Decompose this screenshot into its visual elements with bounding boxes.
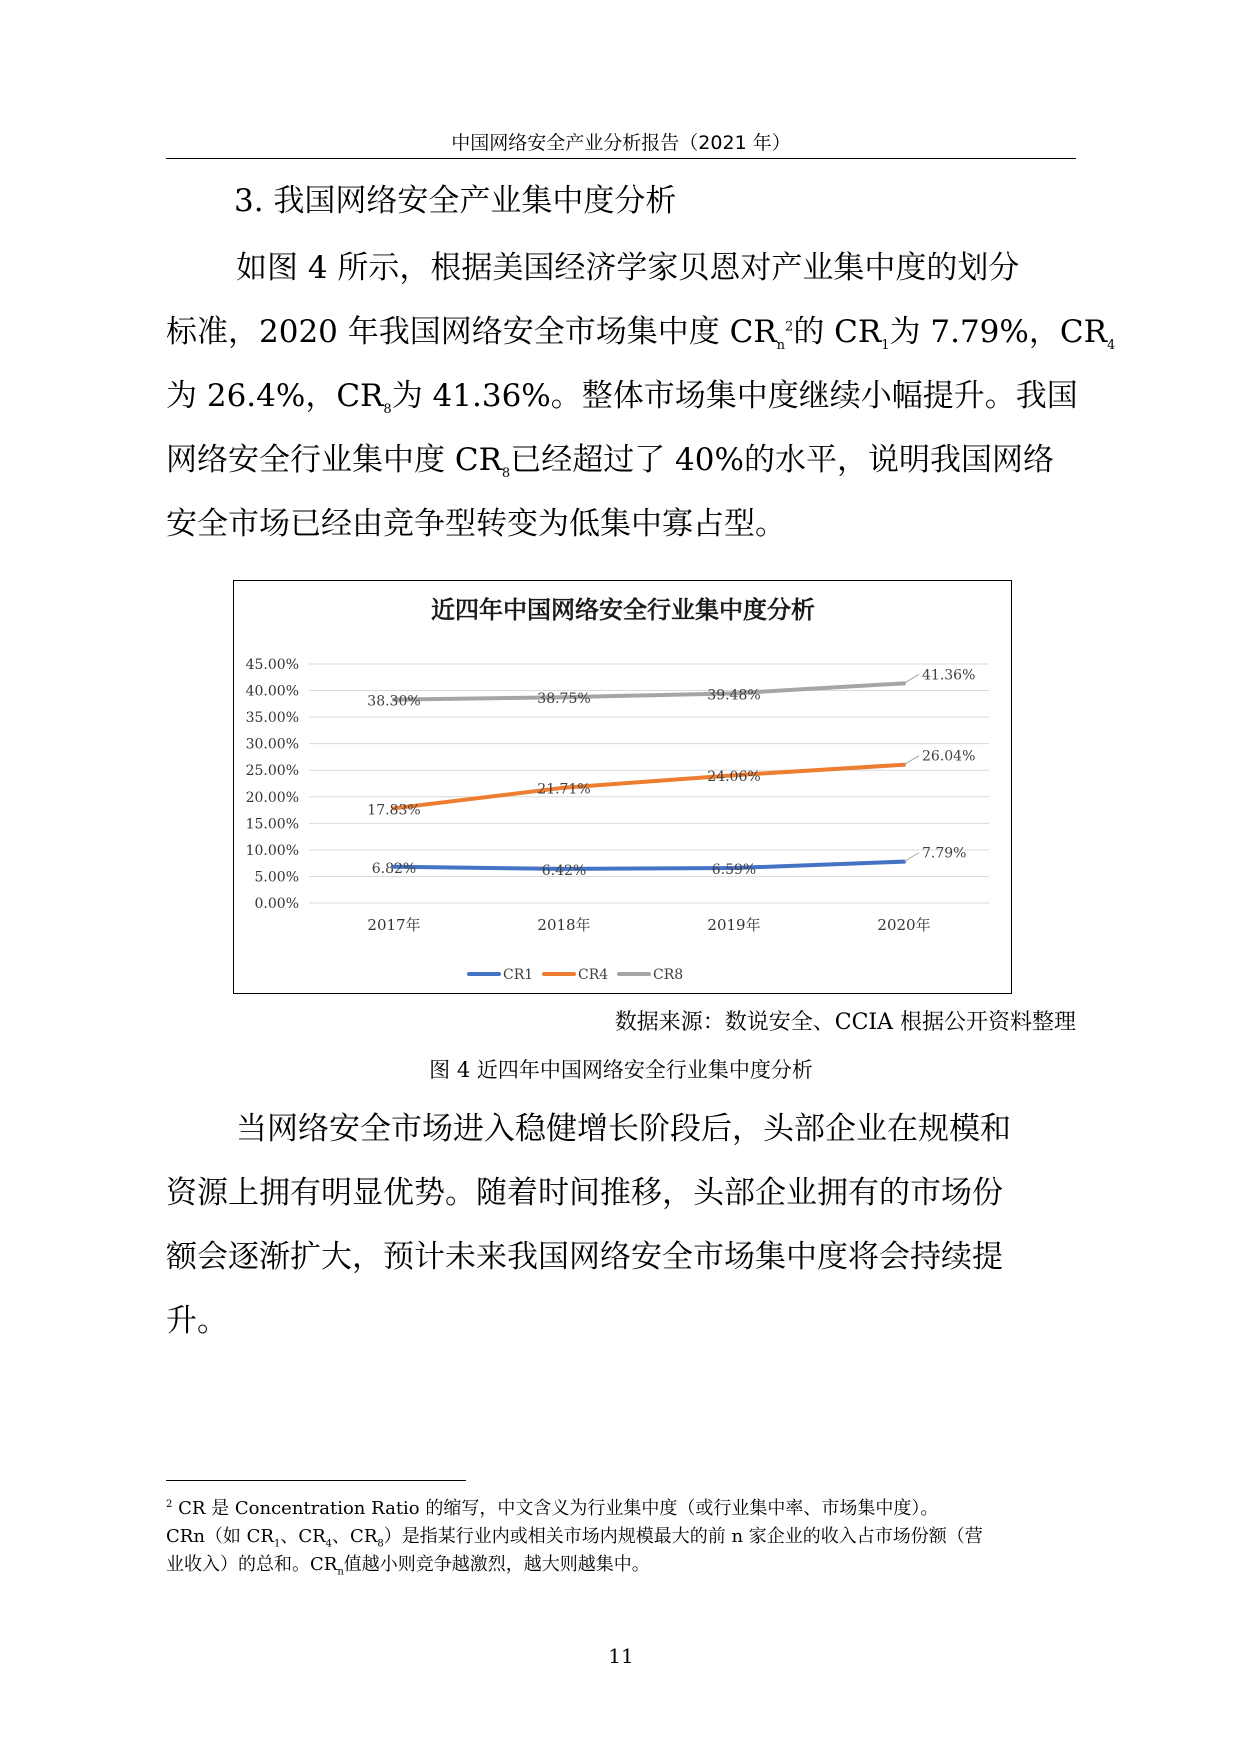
paragraph-2-line-4: 升。 [166,1303,228,1339]
chart-title: 近四年中国网络安全行业集中度分析 [431,596,815,624]
paragraph-2-line-3: 额会逐渐扩大，预计未来我国网络安全市场集中度将会持续提 [166,1239,1003,1275]
subscript: 8 [501,466,511,482]
y-tick-label: 30.00% [245,736,299,753]
data-label-leader [904,853,919,862]
data-label: 6.82% [371,860,417,877]
text-run: 网络安全行业集中度 CR [166,442,502,478]
series-line-cr1 [394,862,904,869]
data-label: 41.36% [922,667,976,684]
data-label: 38.75% [537,691,591,708]
text-run: 值越小则竞争越激烈，越大则越集中。 [343,1554,650,1575]
data-label: 26.04% [922,748,976,765]
y-tick-label: 5.00% [254,869,299,886]
legend-label-cr8: CR8 [653,967,684,983]
data-label-leader [904,756,919,765]
data-label: 24.06% [707,769,761,786]
data-label: 6.42% [541,862,587,879]
chart-canvas [234,581,1013,995]
paragraph-1-line-1: 如图 4 所示，根据美国经济学家贝恩对产业集中度的划分 [236,250,1020,286]
text-run: 、CR [280,1526,326,1547]
text-run: 的 CR [793,314,882,350]
subscript: n [337,1566,344,1578]
text-run: ）是指某行业内或相关市场内规模最大的前 n 家企业的收入占市场份额（营 [383,1526,983,1547]
y-tick-label: 0.00% [254,896,299,912]
x-tick-label: 2018年 [537,916,591,934]
text-run: 为 7.79%，CR [889,314,1107,350]
section-title: 3. 我国网络安全产业集中度分析 [234,183,677,219]
series-line-cr4 [394,765,904,809]
footnote-line-2 [166,1523,1076,1551]
y-tick-label: 10.00% [245,842,299,859]
paragraph-1-line-4 [166,428,1076,492]
text-run: CRn（如 CR [166,1526,274,1547]
x-tick-label: 2019年 [707,916,761,934]
text-run: 、CR [332,1526,378,1547]
figure-caption: 图 4 近四年中国网络安全行业集中度分析 [429,1058,813,1082]
footnote-marker: 2 [166,1499,173,1510]
data-label: 6.59% [711,861,757,878]
page-number: 11 [608,1644,634,1668]
text-run: CR 是 Concentration Ratio 的缩写，中文含义为行业集中度（或行业集中率、市场集中度）。 [178,1498,939,1519]
paragraph-1-line-3 [166,364,1076,428]
text-run: 标准，2020 年我国网络安全市场集中度 CR [166,314,777,350]
paragraph-1-line-2 [166,300,1116,364]
y-tick-label: 20.00% [245,789,299,806]
paragraph-1 [166,236,1116,556]
series-line-cr8 [394,683,904,699]
data-label: 17.83% [367,802,421,819]
y-tick-label: 40.00% [245,683,299,700]
subscript: 4 [325,1538,333,1550]
data-label: 39.48% [707,687,761,704]
x-tick-label: 2017年 [367,916,421,934]
data-label: 38.30% [367,693,421,710]
subscript: n [776,338,786,354]
legend-label-cr4: CR4 [578,967,609,983]
running-header: 中国网络安全产业分析报告（2021 年） [451,132,791,154]
y-tick-label: 35.00% [245,710,299,727]
text-run: 已经超过了 40%的水平，说明我国网络 [510,442,1054,478]
header-rule [166,158,1076,159]
y-tick-label: 25.00% [245,763,299,780]
y-tick-label: 15.00% [245,816,299,833]
subscript: 4 [1106,338,1116,354]
line-chart [233,580,1012,994]
data-label: 21.71% [537,781,591,798]
paragraph-2 [166,1097,1076,1353]
subscript: 8 [383,402,392,418]
y-tick-label: 45.00% [245,657,299,673]
data-label-leader [904,674,919,683]
subscript: 1 [273,1538,281,1550]
footnote-ref[interactable]: 2 [785,319,794,335]
paragraph-2-line-2: 资源上拥有明显优势。随着时间推移，头部企业拥有的市场份 [166,1175,1003,1211]
footnote-line-1 [166,1495,1076,1523]
subscript: 8 [377,1538,384,1550]
text-run: 业收入）的总和。CR [166,1554,338,1575]
paragraph-2-line-1: 当网络安全市场进入稳健增长阶段后，头部企业在规模和 [236,1111,1011,1147]
footnote-rule [166,1480,466,1481]
paragraph-1-line-5: 安全市场已经由竞争型转变为低集中寡占型。 [166,506,786,542]
text-run: 为 26.4%，CR [166,378,384,414]
x-tick-label: 2020年 [877,916,931,934]
footnote-line-3 [166,1551,1076,1579]
data-source: 数据来源：数说安全、CCIA 根据公开资料整理 [614,1010,1076,1035]
footnote [166,1495,1076,1579]
subscript: 1 [881,338,890,354]
text-run: 为 41.36%。整体市场集中度继续小幅提升。我国 [391,378,1078,414]
legend-label-cr1: CR1 [503,967,534,983]
data-label: 7.79% [922,845,967,862]
